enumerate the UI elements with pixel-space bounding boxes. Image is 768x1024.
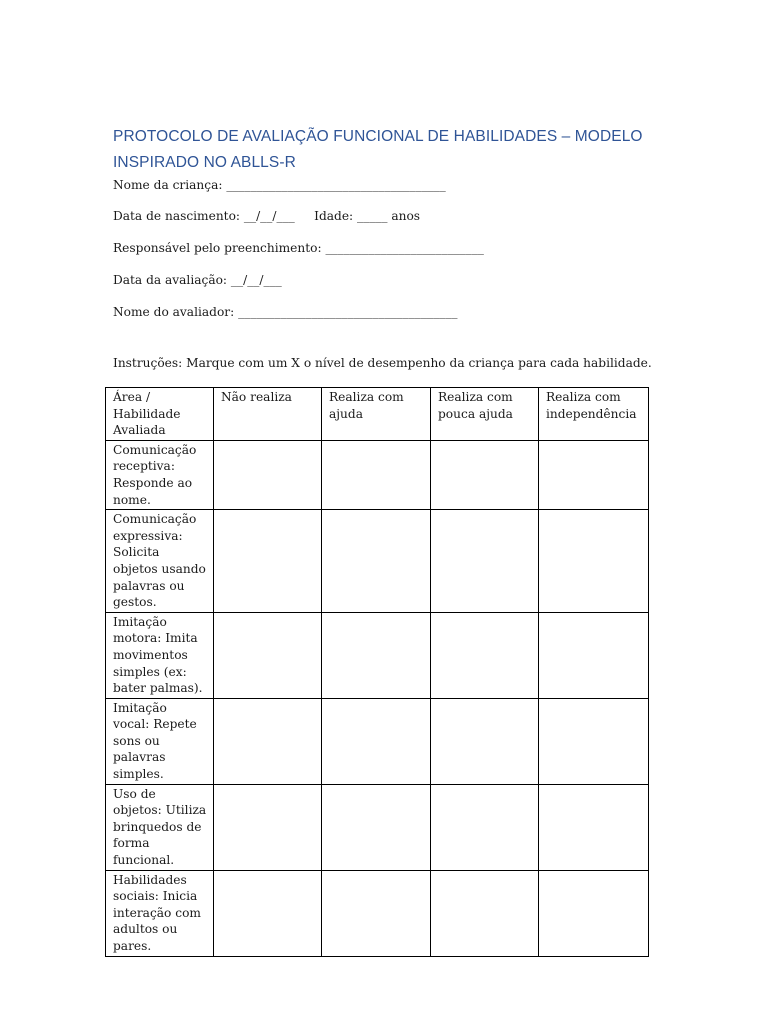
mark-cell [431,698,539,784]
skill-cell: Habilidades sociais: Inicia interação com adultos ou pares. [106,870,214,956]
mark-cell [214,440,322,509]
mark-cell [322,612,431,698]
mark-cell [322,784,431,870]
mark-cell [431,870,539,956]
mark-cell [539,784,649,870]
document-title [113,124,673,176]
evaluator-name-field: Nome do avaliador: ____________________________________ [113,305,458,319]
mark-cell [214,612,322,698]
responsible-field: Responsável pelo preenchimento: __________________________ [113,241,484,255]
header-with-help: Realiza com ajuda [322,388,431,441]
table-row [106,440,649,509]
table-row [106,510,649,613]
table-row [106,870,649,956]
evaluation-date-field: Data da avaliação: __/__/___ [113,273,282,287]
mark-cell [539,698,649,784]
skill-cell: Comunicação receptiva: Responde ao nome. [106,440,214,509]
mark-cell [322,698,431,784]
table-row [106,698,649,784]
instructions-text: Instruções: Marque com um X o nível de desempenho da criança para cada habilidade. [113,356,652,370]
mark-cell [214,870,322,956]
mark-cell [214,510,322,613]
table-row [106,784,649,870]
mark-cell [539,870,649,956]
header-not-performed: Não realiza [214,388,322,441]
mark-cell [214,784,322,870]
skill-cell: Imitação vocal: Repete sons ou palavras simples. [106,698,214,784]
header-independent: Realiza com independência [539,388,649,441]
mark-cell [539,612,649,698]
mark-cell [431,784,539,870]
skill-cell: Imitação motora: Imita movimentos simples (ex: bater palmas). [106,612,214,698]
mark-cell [431,510,539,613]
title-line-1: PROTOCOLO DE AVALIAÇÃO FUNCIONAL DE HABILIDADES – MODELO [113,128,643,145]
mark-cell [539,440,649,509]
skill-cell: Comunicação expressiva: Solicita objetos usando palavras ou gestos. [106,510,214,613]
assessment-table [105,387,649,957]
mark-cell [322,440,431,509]
mark-cell [322,870,431,956]
title-line-2: INSPIRADO NO ABLLS-R [113,154,296,171]
table-row [106,612,649,698]
mark-cell [431,440,539,509]
mark-cell [431,612,539,698]
table-header-row [106,388,649,441]
child-name-field: Nome da criança: ____________________________________ [113,178,446,192]
birth-date-age-field: Data de nascimento: __/__/___ Idade: _____ anos [113,209,421,223]
skill-cell: Uso de objetos: Utiliza brinquedos de forma funcional. [106,784,214,870]
header-skill: Área / Habilidade Avaliada [106,388,214,441]
mark-cell [214,698,322,784]
mark-cell [539,510,649,613]
header-with-little-help: Realiza com pouca ajuda [431,388,539,441]
mark-cell [322,510,431,613]
